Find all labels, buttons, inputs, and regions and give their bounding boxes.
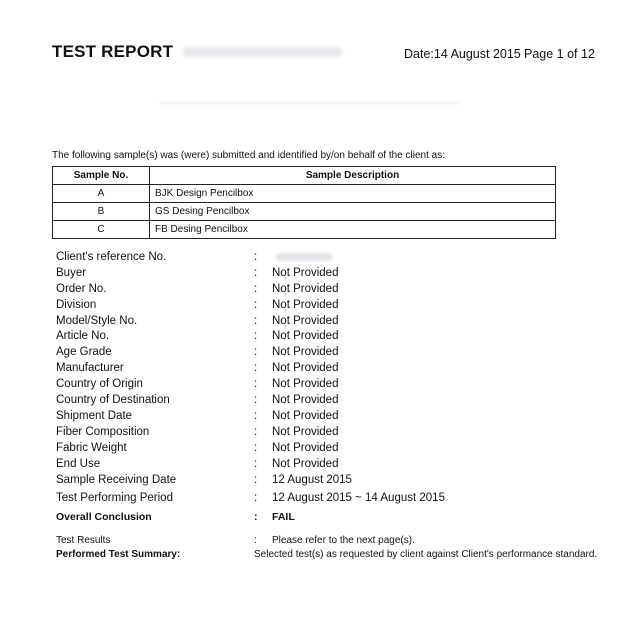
detail-label: Buyer: [56, 266, 87, 279]
detail-value: Not Provided: [272, 441, 339, 454]
performed-test-summary-row: [56, 547, 626, 561]
detail-row-client-reference: [56, 249, 576, 265]
performed-test-summary-label: Performed Test Summary:: [56, 548, 181, 560]
header-sample-no: Sample No.: [53, 167, 150, 185]
header-sample-description: Sample Description: [150, 167, 556, 185]
sample-no: B: [53, 203, 150, 221]
detail-row-country-of-origin: [56, 376, 576, 392]
detail-label: Article No.: [56, 330, 110, 343]
test-period-value: 12 August 2015 ~ 14 August 2015: [272, 492, 445, 505]
detail-separator: :: [254, 298, 258, 311]
table-row: [53, 221, 556, 239]
detail-separator: :: [254, 441, 258, 454]
sample-no: C: [53, 221, 150, 239]
detail-row-manufacturer: [56, 360, 576, 376]
detail-separator: :: [254, 425, 258, 438]
detail-row-fabric-weight: [56, 440, 576, 456]
detail-separator: :: [254, 378, 258, 391]
detail-value: Not Provided: [272, 282, 339, 295]
detail-value: Not Provided: [272, 330, 339, 343]
detail-row-age-grade: [56, 344, 576, 360]
receiving-date-value: 12 August 2015: [272, 474, 352, 487]
detail-label: Manufacturer: [56, 362, 124, 375]
detail-row-shipment-date: [56, 408, 576, 424]
detail-value: [272, 251, 576, 263]
conclusion-value: FAIL: [272, 511, 295, 524]
detail-value: Not Provided: [272, 314, 339, 327]
summary-section: [56, 533, 626, 561]
samples-table-header: [53, 167, 556, 185]
redacted-reference: [276, 253, 332, 261]
detail-value: Not Provided: [272, 409, 339, 422]
detail-value: Not Provided: [272, 362, 339, 375]
detail-label: Fabric Weight: [56, 441, 127, 454]
test-results-value: Please refer to the next page(s).: [272, 534, 415, 546]
detail-row-overall-conclusion: [56, 507, 576, 527]
detail-row-country-of-destination: [56, 392, 576, 408]
sample-no: A: [53, 185, 150, 203]
test-results-label: Test Results: [56, 534, 111, 546]
test-results-row: [56, 533, 626, 547]
detail-separator: :: [254, 492, 258, 505]
detail-separator: :: [254, 534, 257, 546]
detail-label: Division: [56, 298, 97, 311]
faint-watermark-line: [160, 102, 460, 104]
detail-value: Not Provided: [272, 425, 339, 438]
detail-separator: :: [254, 457, 258, 470]
detail-label: Fiber Composition: [56, 425, 150, 438]
detail-row-test-period: [56, 489, 576, 507]
table-row: [53, 185, 556, 203]
report-date: Date:14 August 2015: [404, 47, 521, 61]
receiving-date-label: Sample Receiving Date: [56, 474, 177, 487]
detail-value: Not Provided: [272, 393, 339, 406]
detail-row-buyer: [56, 265, 576, 281]
detail-row-model-style: [56, 313, 576, 329]
samples-table: [52, 166, 556, 239]
detail-separator: :: [254, 511, 258, 524]
report-title: TEST REPORT: [52, 42, 174, 61]
sample-description: BJK Design Pencilbox: [150, 185, 556, 203]
detail-row-end-use: [56, 456, 576, 472]
detail-row-fiber-composition: [56, 424, 576, 440]
detail-separator: :: [254, 362, 258, 375]
detail-value: Not Provided: [272, 266, 339, 279]
detail-label: End Use: [56, 457, 101, 470]
detail-label: Country of Origin: [56, 378, 143, 391]
detail-label: Country of Destination: [56, 393, 170, 406]
detail-value: Not Provided: [272, 457, 339, 470]
detail-value: Not Provided: [272, 298, 339, 311]
performed-test-summary-value: Selected test(s) as requested by client against Client's performance standard.: [254, 548, 598, 560]
intro-text: The following sample(s) was (were) submitted and identified by/on behalf of the client as:: [52, 150, 445, 161]
detail-separator: :: [254, 409, 258, 422]
detail-label: Shipment Date: [56, 409, 133, 422]
detail-value: Not Provided: [272, 378, 339, 391]
detail-label: Model/Style No.: [56, 314, 138, 327]
conclusion-label: Overall Conclusion: [56, 511, 152, 524]
detail-row-article-no: [56, 328, 576, 344]
detail-list: [56, 249, 576, 527]
detail-separator: :: [254, 266, 258, 279]
detail-label: Age Grade: [56, 346, 112, 359]
detail-separator: :: [254, 282, 258, 295]
detail-row-receiving-date: [56, 471, 576, 489]
detail-label: Client's reference No.: [56, 250, 167, 263]
sample-description: FB Desing Pencilbox: [150, 221, 556, 239]
detail-value: Not Provided: [272, 346, 339, 359]
page-number: Page 1 of 12: [524, 47, 595, 61]
detail-label: Order No.: [56, 282, 107, 295]
detail-separator: :: [254, 314, 258, 327]
detail-separator: :: [254, 346, 258, 359]
detail-separator: :: [254, 330, 258, 343]
detail-row-division: [56, 297, 576, 313]
detail-separator: :: [254, 474, 258, 487]
detail-separator: :: [254, 250, 258, 263]
redacted-job-number: [182, 47, 342, 57]
test-period-label: Test Performing Period: [56, 492, 173, 505]
detail-separator: :: [254, 393, 258, 406]
table-row: [53, 203, 556, 221]
sample-description: GS Desing Pencilbox: [150, 203, 556, 221]
detail-row-order-no: [56, 281, 576, 297]
